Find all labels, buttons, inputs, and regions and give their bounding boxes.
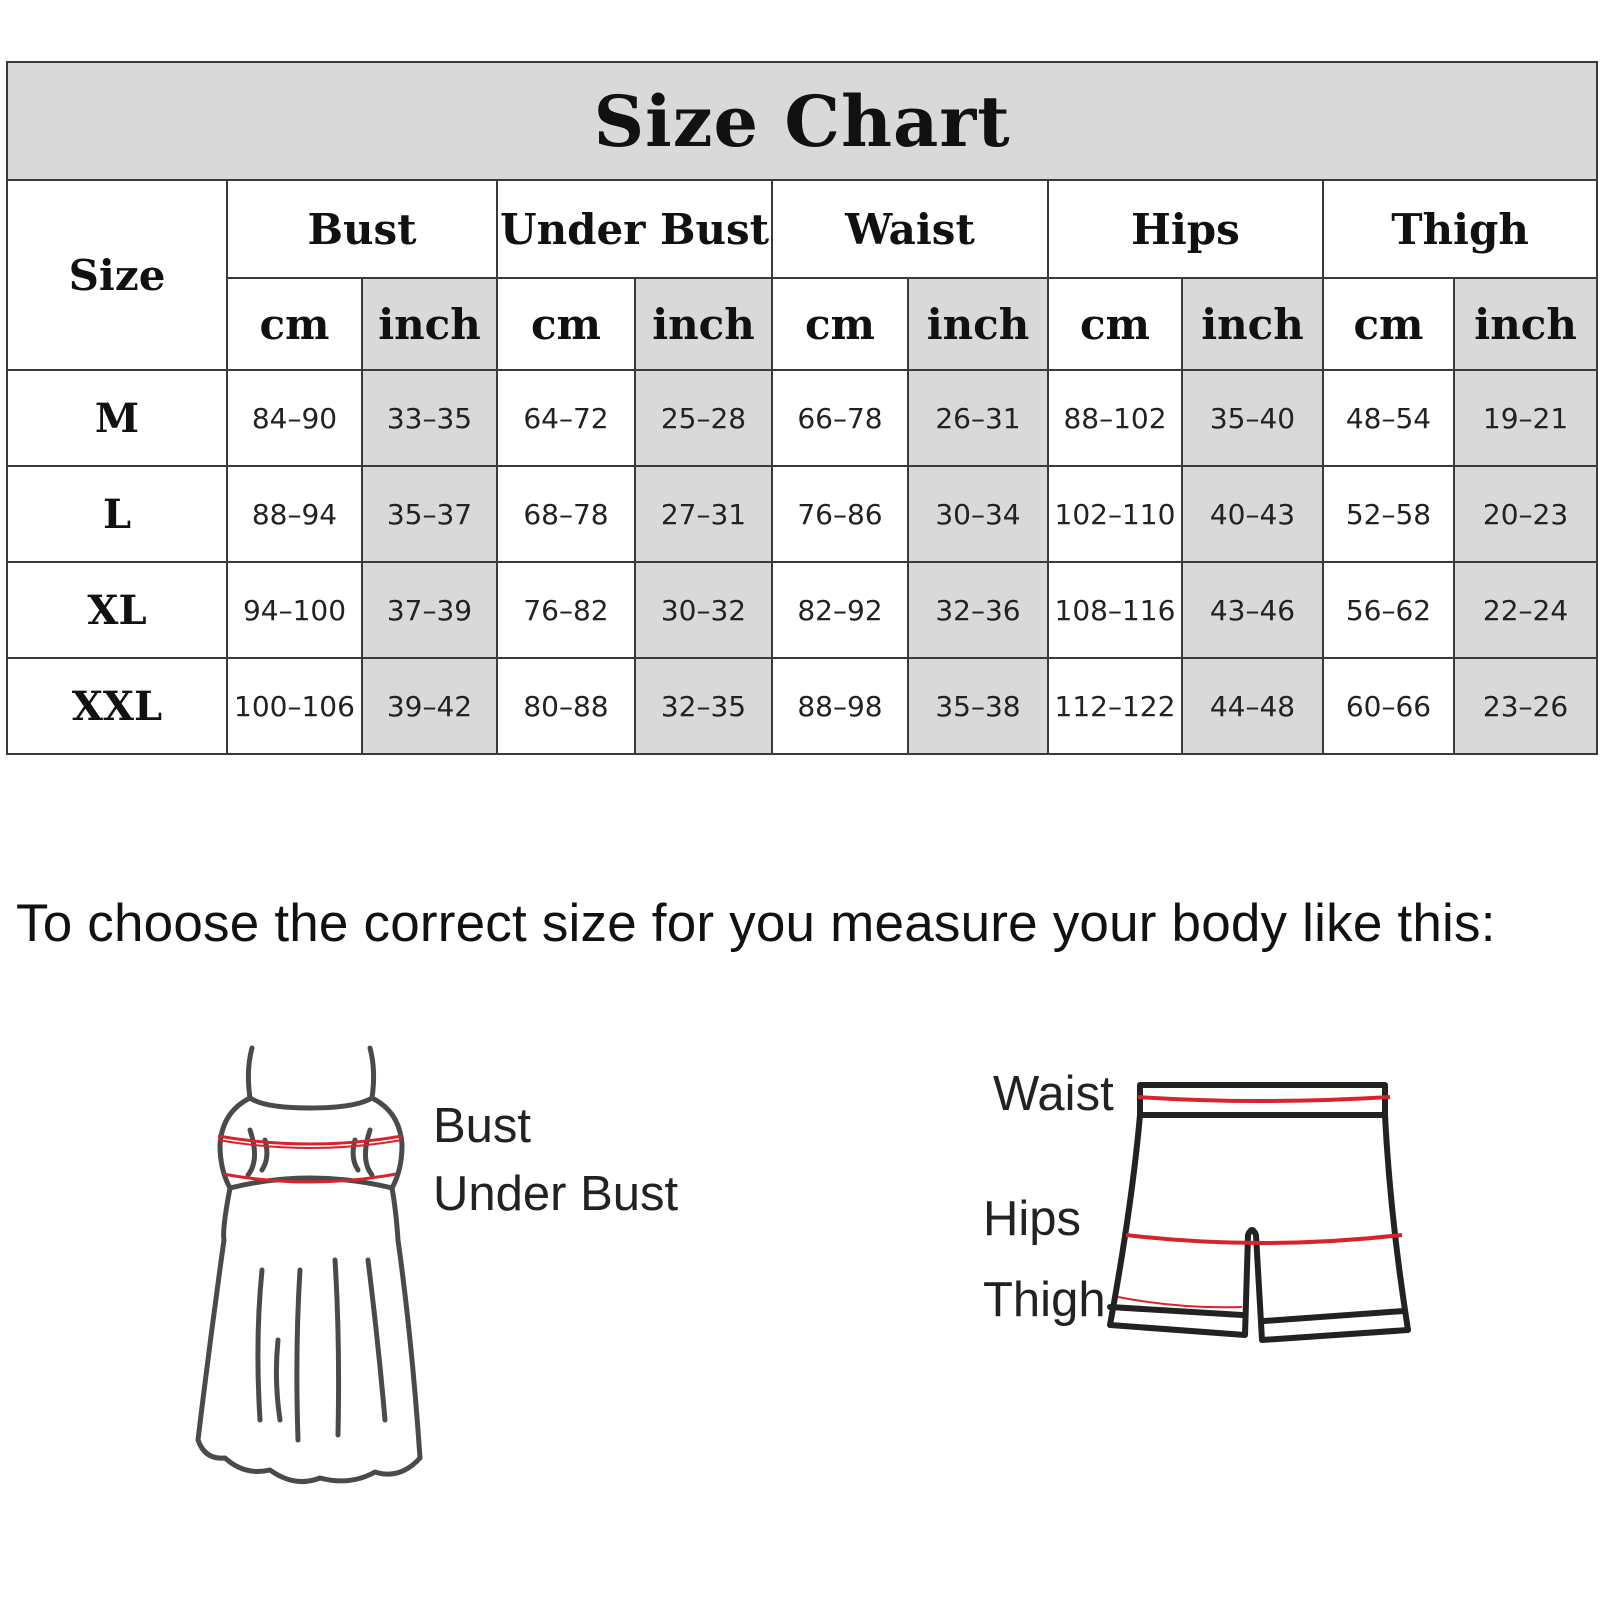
table-cell: 40–43 xyxy=(1182,466,1323,562)
unit-header-inch: inch xyxy=(908,278,1048,370)
table-cell: 23–26 xyxy=(1454,658,1597,754)
table-cell: 66–78 xyxy=(772,370,908,466)
unit-header-cm: cm xyxy=(227,278,362,370)
table-cell: 56–62 xyxy=(1323,562,1454,658)
group-header-thigh: Thigh xyxy=(1323,180,1597,278)
bust-measure-line xyxy=(218,1136,402,1144)
table-cell: 48–54 xyxy=(1323,370,1454,466)
table-row xyxy=(7,658,1597,754)
table-cell: 20–23 xyxy=(1454,466,1597,562)
table-cell: 88–102 xyxy=(1048,370,1182,466)
size-label: M xyxy=(7,370,227,466)
unit-header-cm: cm xyxy=(1323,278,1454,370)
unit-header-inch: inch xyxy=(1182,278,1323,370)
table-row xyxy=(7,466,1597,562)
unit-header-inch: inch xyxy=(362,278,497,370)
table-cell: 76–86 xyxy=(772,466,908,562)
table-cell: 88–94 xyxy=(227,466,362,562)
size-chart-table xyxy=(6,61,1598,755)
chart-title: Size Chart xyxy=(7,62,1597,180)
hips-measure-line xyxy=(1126,1235,1402,1243)
group-header-bust: Bust xyxy=(227,180,497,278)
table-row xyxy=(7,370,1597,466)
table-cell: 26–31 xyxy=(908,370,1048,466)
table-cell: 35–38 xyxy=(908,658,1048,754)
unit-header-cm: cm xyxy=(1048,278,1182,370)
size-label: XL xyxy=(7,562,227,658)
table-cell: 52–58 xyxy=(1323,466,1454,562)
shorts-label-thigh: Thigh xyxy=(983,1273,1106,1327)
group-header-under-bust: Under Bust xyxy=(497,180,772,278)
table-cell: 32–35 xyxy=(635,658,772,754)
table-cell: 30–32 xyxy=(635,562,772,658)
dress-label-under-bust: Under Bust xyxy=(433,1167,679,1221)
table-cell: 80–88 xyxy=(497,658,635,754)
group-header-hips: Hips xyxy=(1048,180,1323,278)
measure-instruction: To choose the correct size for you measure your body like this: xyxy=(16,894,1496,953)
shorts-label-waist: Waist xyxy=(993,1067,1114,1121)
table-cell: 19–21 xyxy=(1454,370,1597,466)
table-cell: 30–34 xyxy=(908,466,1048,562)
table-cell: 32–36 xyxy=(908,562,1048,658)
table-cell: 76–82 xyxy=(497,562,635,658)
table-cell: 94–100 xyxy=(227,562,362,658)
table-cell: 112–122 xyxy=(1048,658,1182,754)
table-cell: 68–78 xyxy=(497,466,635,562)
table-cell: 37–39 xyxy=(362,562,497,658)
table-cell: 33–35 xyxy=(362,370,497,466)
dress-outline-icon xyxy=(190,1040,440,1510)
table-cell: 44–48 xyxy=(1182,658,1323,754)
table-cell: 22–24 xyxy=(1454,562,1597,658)
group-header-waist: Waist xyxy=(772,180,1048,278)
unit-header-cm: cm xyxy=(497,278,635,370)
table-cell: 43–46 xyxy=(1182,562,1323,658)
table-cell: 88–98 xyxy=(772,658,908,754)
table-cell: 64–72 xyxy=(497,370,635,466)
table-cell: 35–37 xyxy=(362,466,497,562)
size-label: XXL xyxy=(7,658,227,754)
table-cell: 35–40 xyxy=(1182,370,1323,466)
table-cell: 27–31 xyxy=(635,466,772,562)
table-cell: 82–92 xyxy=(772,562,908,658)
table-cell: 84–90 xyxy=(227,370,362,466)
unit-header-inch: inch xyxy=(1454,278,1597,370)
table-row xyxy=(7,562,1597,658)
shorts-outline-icon xyxy=(1090,1075,1420,1365)
table-cell: 60–66 xyxy=(1323,658,1454,754)
size-label: L xyxy=(7,466,227,562)
table-cell: 108–116 xyxy=(1048,562,1182,658)
size-column-header: Size xyxy=(7,180,227,370)
waist-measure-line xyxy=(1138,1097,1390,1101)
table-cell: 39–42 xyxy=(362,658,497,754)
table-cell: 25–28 xyxy=(635,370,772,466)
table-cell: 102–110 xyxy=(1048,466,1182,562)
unit-header-inch: inch xyxy=(635,278,772,370)
shorts-label-hips: Hips xyxy=(983,1192,1082,1246)
unit-header-cm: cm xyxy=(772,278,908,370)
table-cell: 100–106 xyxy=(227,658,362,754)
dress-label-bust: Bust xyxy=(433,1099,532,1153)
